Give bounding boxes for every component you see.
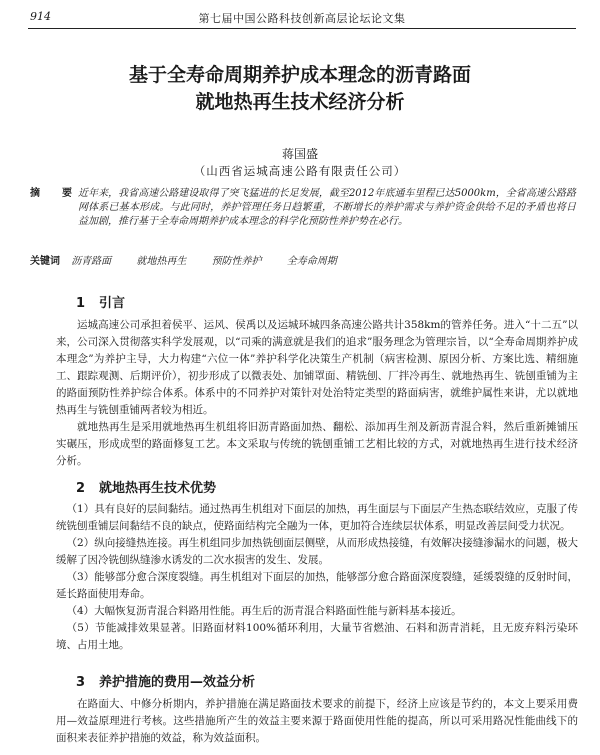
section-2-body — [56, 501, 578, 654]
section-number: 1 — [76, 296, 86, 311]
running-header — [28, 8, 576, 29]
section-title: 引言 — [99, 296, 126, 311]
paragraph: 就地热再生是采用就地热再生机组将旧沥青路面加热、翻松、添加再生剂及新沥青混合料，然后重新摊铺压实碾压，形成成型的路面修复工艺。本文采取与传统的铣刨重铺工艺相比较的方式，对就地热再生进行技术经济分析。 — [56, 421, 578, 467]
list-item: （1）具有良好的层间黏结。通过热再生机组对下面层的加热，再生面层与下面层产生热态联结效应，克服了传统铣刨重铺层间黏结不良的缺点，使路面结构完全融为一体，更加符合连续层状体系，明显改善层间受力状况。 — [56, 503, 578, 532]
section-2-heading — [76, 477, 216, 496]
keyword: 沥青路面 — [71, 256, 112, 267]
paragraph: 运城高速公司承担着侯平、运风、侯禹以及运城环城四条高速公路共计358km的管养任务。进入“十二五”以来，公司深入贯彻落实科学发展观，以“司乘的满意就是我们的追求”服务理念为管理宗旨，以“全寿命周期养护成本理念”为养护主导，大力构建“六位一体”养护科学化决策生产机制（病害检测、原因分析、方案比选、精细施工、跟踪观测、后期评价），初步形成了以微表处、加铺罩面、精铣刨、厂拌冷再生、就地热再生、铣刨重铺为主的路面预防性养护综合体系。体系中的不同养护对策针对处治特定类型的路面病害，就维护属性来讲，尤以就地热再生与铣刨重铺两者较为相近。 — [56, 319, 578, 416]
section-1-body — [56, 317, 578, 470]
section-number: 3 — [76, 675, 86, 690]
keywords — [30, 252, 576, 267]
section-3-heading — [76, 671, 255, 690]
list-item: （4）大幅恢复沥青混合料路用性能。再生后的沥青混合料路面性能与新料基本接近。 — [66, 605, 462, 617]
author-name: 蒋国盛 — [281, 147, 318, 161]
journal-title: 第七届中国公路科技创新高层论坛论文集 — [198, 12, 406, 25]
keyword: 预防性养护 — [211, 256, 262, 267]
keyword: 全寿命周期 — [286, 256, 337, 267]
section-1-heading — [76, 292, 125, 311]
list-item: （5）节能减排效果显著。旧路面材料100%循环利用，大量节省燃油、石料和沥青消耗，且无废弃料污染环境、占用土地。 — [56, 622, 578, 651]
section-title: 就地热再生技术优势 — [99, 481, 217, 496]
keywords-label: 关键词 — [30, 256, 60, 267]
keyword: 就地热再生 — [136, 256, 187, 267]
section-title: 养护措施的费用—效益分析 — [99, 675, 256, 690]
paper-title-line-2: 就地热再生技术经济分析 — [195, 91, 405, 113]
list-item: （2）纵向接缝热连接。再生机组同步加热铣刨面层侧壁，从而形成热接缝，有效解决接缝渗漏水的问题，极大缓解了因冷铣刨纵缝渗水诱发的二次水损害的发生、发展。 — [56, 537, 578, 566]
paragraph: 在路面大、中修分析期内，养护措施在满足路面技术要求的前提下，经济上应该是节约的，本文上要采用费用—效益原理进行考核。这些措施所产生的效益主要来源于路面使用性能的提高，所以可采用路况性能曲线下的面积来表征养护措施的效益，称为效益面积。 — [56, 698, 578, 744]
page-number: 914 — [30, 10, 51, 23]
abstract-text: 近年来，我省高速公路建设取得了突飞猛进的长足发展，截至2012年底通车里程已达5000km，全省高速公路路网体系已基本形成。与此同时，养护管理任务日趋繁重，不断增长的养护需求与养护资金供给不足的矛盾也将日益加剧，推行基于全寿命周期养护成本理念的科学化预防性养护势在必行。 — [78, 188, 576, 227]
list-item: （3）能够部分愈合深度裂缝。再生机组对下面层的加热，能够部分愈合路面深度裂缝，延缓裂缝的反射时间，延长路面使用寿命。 — [56, 571, 578, 600]
section-3-body — [56, 696, 578, 747]
author-affiliation: （山西省运城高速公路有限责任公司） — [193, 164, 407, 178]
paper-title-line-1: 基于全寿命周期养护成本理念的沥青路面 — [128, 64, 471, 86]
paper-title — [60, 62, 540, 116]
abstract — [30, 187, 576, 229]
section-number: 2 — [76, 481, 86, 496]
abstract-label: 摘 要 — [30, 188, 78, 199]
